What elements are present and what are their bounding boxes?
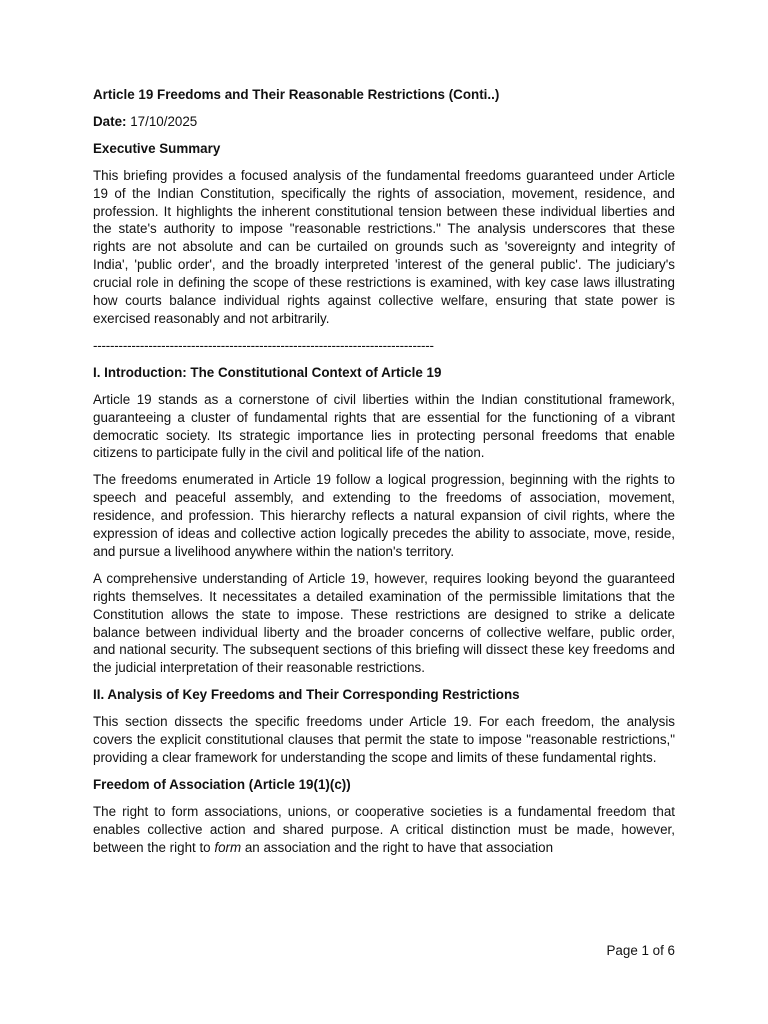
- section-1-paragraph-3: A comprehensive understanding of Article 19, however, requires looking beyond the guaranteed rights themselves. It necessitates a detailed examination of the permissible limitations that the Constitution allows the state to impose. These restrictions are designed to strike a delicate balance between individual liberty and the broader concerns of collective welfare, public order, and national security. The subsequent sections of this briefing will dissect these key freedoms and the judicial interpretation of their reasonable restrictions.: [93, 570, 675, 676]
- subsection-heading: Freedom of Association (Article 19(1)(c)): [93, 776, 351, 792]
- section-2-heading: II. Analysis of Key Freedoms and Their Corresponding Restrictions: [93, 687, 520, 703]
- section-separator: --------------------------------------------------------------------------------: [93, 337, 434, 353]
- subsection-text-emphasis: form: [214, 839, 242, 855]
- section-1-heading: I. Introduction: The Constitutional Context of Article 19: [93, 364, 442, 380]
- document-date: [93, 113, 675, 131]
- executive-summary-heading: Executive Summary: [93, 140, 221, 156]
- subsection-paragraph-1: [93, 803, 675, 857]
- document-title: Article 19 Freedoms and Their Reasonable Restrictions (Conti..): [93, 87, 500, 102]
- document-page: [93, 86, 675, 866]
- section-1-paragraph-1: Article 19 stands as a cornerstone of civil liberties within the Indian constitutional framework, guaranteeing a cluster of fundamental rights that are essential for the functioning of a vibrant democratic society. Its strategic importance lies in protecting personal freedoms that enable citizens to participate fully in the civil and political life of the nation.: [93, 391, 675, 461]
- section-2-paragraph-1: This section dissects the specific freedoms under Article 19. For each freedom, the analysis covers the explicit constitutional clauses that permit the state to impose "reasonable restrictions," providing a clear framework for understanding the scope and limits of these fundamental rights.: [93, 714, 675, 765]
- section-1-paragraph-2: The freedoms enumerated in Article 19 follow a logical progression, beginning with the rights to speech and peaceful assembly, and extending to the freedoms of association, movement, residence, and profession. This hierarchy reflects a natural expansion of civil rights, where the expression of ideas and collective action logically precedes the ability to associate, move, reside, and pursue a livelihood anywhere within the nation's territory.: [93, 472, 675, 559]
- subsection-text-part-1: The right to form associations, unions, or cooperative societies is a fundamental freedom that enables collective action and shared purpose. A critical distinction must be made, however, between the right to: [93, 803, 675, 855]
- date-label: Date:: [93, 113, 127, 129]
- executive-summary-text: This briefing provides a focused analysis of the fundamental freedoms guaranteed under Article 19 of the Indian Constitution, specifically the rights of association, movement, residence, and profession. It highlights the inherent constitutional tension between these individual liberties and the state's authority to impose "reasonable restrictions." The analysis underscores that these rights are not absolute and can be curtailed on grounds such as 'sovereignty and integrity of India', 'public order', and the broadly interpreted 'interest of the general public'. The judiciary's crucial role in defining the scope of these restrictions is examined, with key case laws illustrating how courts balance individual rights against collective welfare, ensuring that state power is exercised reasonably and not arbitrarily.: [93, 167, 675, 326]
- page-number: Page 1 of 6: [606, 943, 675, 958]
- subsection-text-part-2: an association and the right to have that association: [241, 839, 554, 855]
- date-value: 17/10/2025: [130, 113, 198, 129]
